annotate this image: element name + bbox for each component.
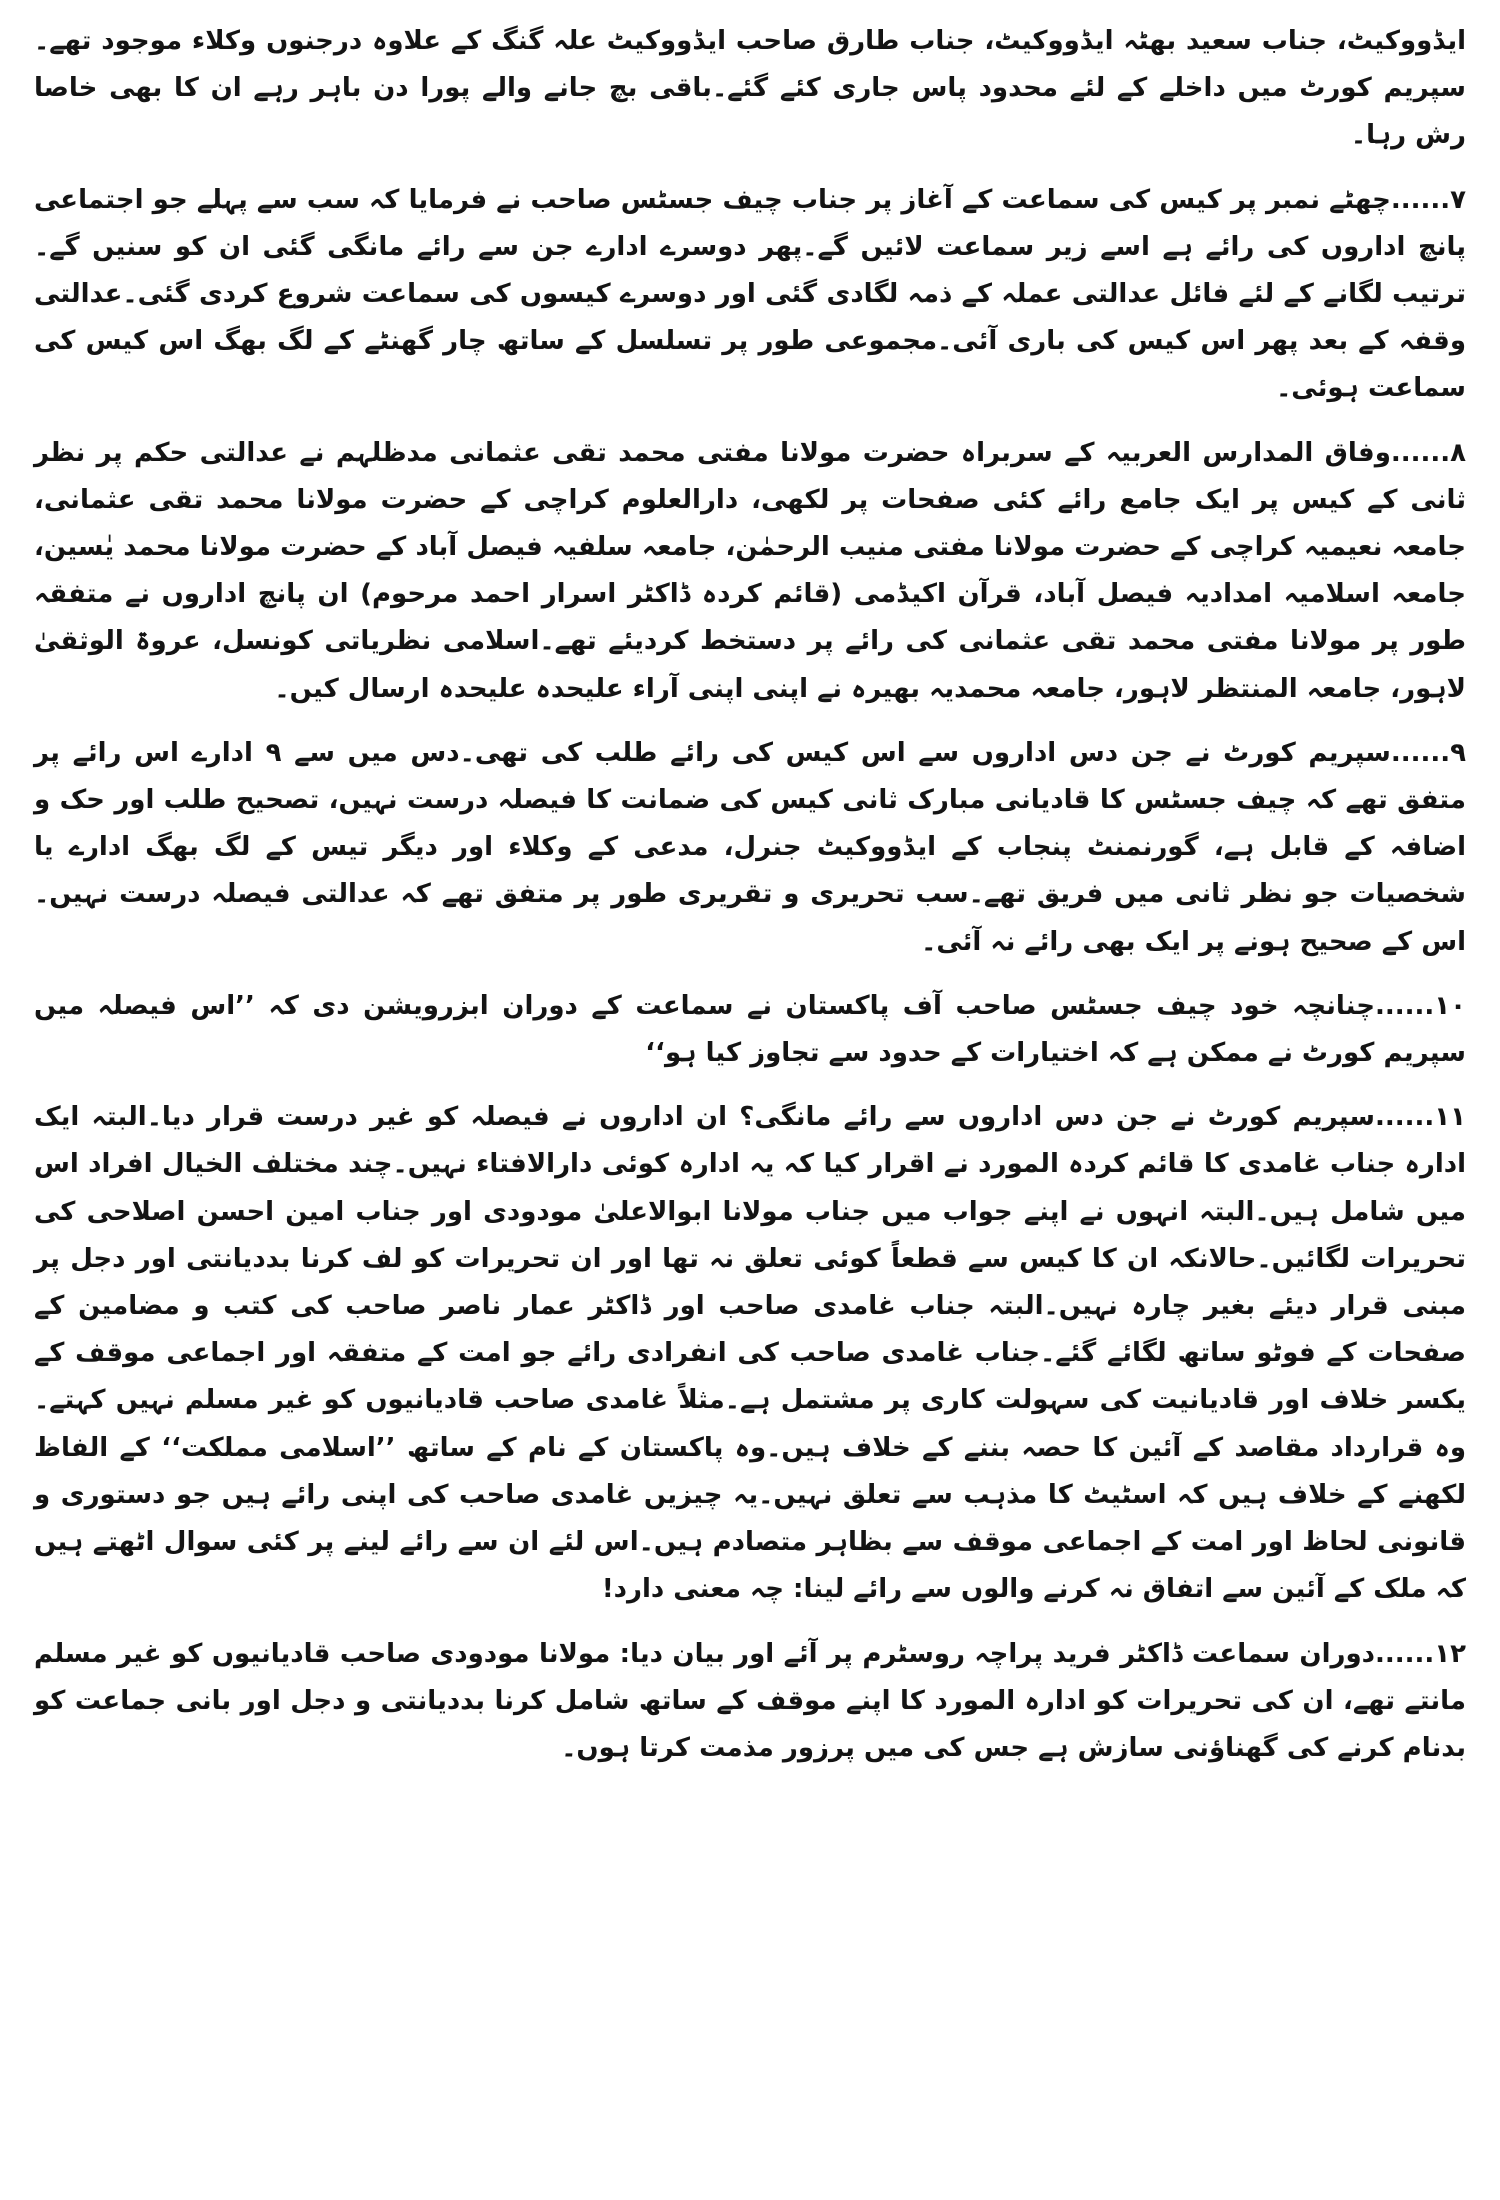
paragraph-continuation: ایڈووکیٹ، جناب سعید بھٹہ ایڈووکیٹ، جناب طارق صاحب ایڈووکیٹ علہ گنگ کے علاوہ درجنوں وکلاء موجود تھے۔سپریم کورٹ میں داخلے کے لئے محدود پاس جاری کئے گئے۔باقی بچ جانے والے پورا دن باہر رہے ان کا بھی خاصا رش رہا۔	[34, 26, 1466, 151]
paragraph-7: ۷......چھٹے نمبر پر کیس کی سماعت کے آغاز پر جناب چیف جسٹس صاحب نے فرمایا کہ سب سے پہلے جو اجتماعی پانچ اداروں کی رائے ہے اسے زیر سماعت لائیں گے۔پھر دوسرے ادارے جن سے رائے مانگی گئی ان کو سنیں گے۔ترتیب لگانے کے لئے فائل عدالتی عملہ کے ذمہ لگادی گئی اور دوسرے کیسوں کی سماعت شروع کردی گئی۔عدالتی وقفہ کے بعد پھر اس کیس کی باری آئی۔مجموعی طور پر تسلسل کے ساتھ چار گھنٹے کے لگ بھگ اس کیس کی سماعت ہوئی۔	[34, 184, 1466, 404]
paragraph-8: ۸......وفاق المدارس العربیہ کے سربراہ حضرت مولانا مفتی محمد تقی عثمانی مدظلہم نے عدالتی حکم پر نظر ثانی کے کیس پر ایک جامع رائے کئی صفحات پر لکھی، دارالعلوم کراچی کے حضرت مولانا محمد تقی عثمانی، جامعہ نعیمیہ کراچی کے حضرت مولانا مفتی منیب الرحمٰن، جامعہ سلفیہ فیصل آباد کے حضرت مولانا محمد یٰسین، جامعہ اسلامیہ امدادیہ فیصل آباد، قرآن اکیڈمی (قائم کردہ ڈاکٹر اسرار احمد مرحوم) ان پانچ اداروں نے متفقہ طور پر مولانا مفتی محمد تقی عثمانی کی رائے پر دستخط کردیئے تھے۔اسلامی نظریاتی کونسل، عروۃ الوثقیٰ لاہور، جامعہ المنتظر لاہور، جامعہ محمدیہ بھیرہ نے اپنی اپنی آراء علیحدہ علیحدہ ارسال کیں۔	[34, 437, 1466, 704]
paragraph-10: ۱۰......چنانچہ خود چیف جسٹس صاحب آف پاکستان نے سماعت کے دوران ابزرویشن دی کہ ’’اس فیصلہ میں سپریم کورٹ نے ممکن ہے کہ اختیارات کے حدود سے تجاوز کیا ہو‘‘	[34, 990, 1466, 1069]
paragraph-12: ۱۲......دوران سماعت ڈاکٹر فرید پراچہ روسٹرم پر آئے اور بیان دیا: مولانا مودودی صاحب قادیانیوں کو غیر مسلم مانتے تھے، ان کی تحریرات کو ادارہ المورد کا اپنے موقف کے ساتھ شامل کرنا بددیانتی و دجل اور بانی جماعت کو بدنام کرنے کی گھناؤنی سازش ہے جس کی میں پرزور مذمت کرتا ہوں۔	[34, 1638, 1466, 1763]
paragraph-11: ۱۱......سپریم کورٹ نے جن دس اداروں سے رائے مانگی؟ ان اداروں نے فیصلہ کو غیر درست قرار دیا۔البتہ ایک ادارہ جناب غامدی کا قائم کردہ المورد نے اقرار کیا کہ یہ ادارہ کوئی دارالافتاء نہیں۔چند مختلف الخیال افراد اس میں شامل ہیں۔البتہ انہوں نے اپنے جواب میں جناب مولانا ابوالاعلیٰ مودودی اور جناب امین احسن اصلاحی کی تحریرات لگائیں۔حالانکہ ان کا کیس سے قطعاً کوئی تعلق نہ تھا اور ان تحریرات کو لف کرنا بددیانتی اور دجل پر مبنی قرار دیئے بغیر چارہ نہیں۔البتہ جناب غامدی صاحب اور ڈاکٹر عمار ناصر صاحب کی کتب و مضامین کے صفحات کے فوٹو ساتھ لگائے گئے۔جناب غامدی صاحب کی انفرادی رائے جو امت کے متفقہ اور اجماعی موقف کے یکسر خلاف اور قادیانیت کی سہولت کاری پر مشتمل ہے۔مثلاً غامدی صاحب قادیانیوں کو غیر مسلم نہیں کہتے۔وہ قرارداد مقاصد کے آئین کا حصہ بننے کے خلاف ہیں۔وہ پاکستان کے نام کے ساتھ ’’اسلامی مملکت‘‘ کے الفاظ لکھنے کے خلاف ہیں کہ اسٹیٹ کا مذہب سے تعلق نہیں۔یہ چیزیں غامدی صاحب کی اپنی رائے ہیں جو دستوری و قانونی لحاظ اور امت کے اجماعی موقف سے بظاہر متصادم ہیں۔اس لئے ان سے رائے لینے پر کئی سوال اٹھتے ہیں کہ ملک کے آئین سے اتفاق نہ کرنے والوں سے رائے لینا: چہ معنی دارد!	[34, 1102, 1466, 1605]
paragraph-9: ۹......سپریم کورٹ نے جن دس اداروں سے اس کیس کی رائے طلب کی تھی۔دس میں سے ۹ ادارے اس رائے پر متفق تھے کہ چیف جسٹس کا قادیانی مبارک ثانی کیس کی ضمانت کا فیصلہ درست نہیں، تصحیح طلب اور حک و اضافہ کے قابل ہے، گورنمنٹ پنجاب کے ایڈووکیٹ جنرل، مدعی کے وکلاء اور دیگر تیس کے لگ بھگ ادارے یا شخصیات جو نظر ثانی میں فریق تھے۔سب تحریری و تقریری طور پر متفق تھے کہ عدالتی فیصلہ درست نہیں۔اس کے صحیح ہونے پر ایک بھی رائے نہ آئی۔	[34, 737, 1467, 957]
